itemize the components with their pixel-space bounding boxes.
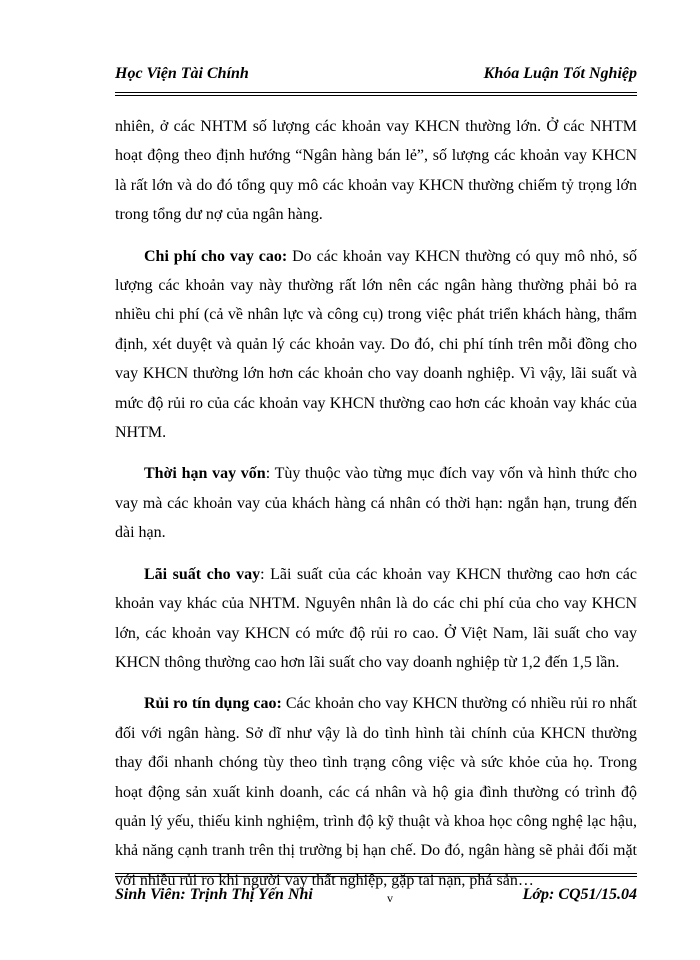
paragraph-heading: Lãi suất cho vay xyxy=(144,565,261,583)
paragraph-continuation xyxy=(115,112,637,230)
paragraph-lending-cost xyxy=(115,242,637,448)
body-text xyxy=(115,112,637,907)
paragraph-heading: Thời hạn vay vốn xyxy=(144,465,266,483)
paragraph-loan-term xyxy=(115,459,637,547)
paragraph-heading: Chi phí cho vay cao: xyxy=(144,247,288,265)
header-institution: Học Viện Tài Chính xyxy=(115,65,249,82)
footer-class: Lớp: CQ51/15.04 xyxy=(522,886,637,903)
paragraph-text: : Lãi suất của các khoản vay KHCN thường cao hơn các khoản vay khác của NHTM. Nguyên nhân là do các chi phí của cho vay KHCN lớn, các khoản vay KHCN có mức độ rủi ro cao. Ở Việt Nam, lãi suất cho vay KHCN thông thường cao hơn lãi suất cho vay doanh nghiệp từ 1,2 đến 1,5 lần. xyxy=(115,565,637,671)
paragraph-credit-risk xyxy=(115,689,637,895)
paragraph-heading: Rủi ro tín dụng cao: xyxy=(144,695,282,713)
header-document-type: Khóa Luận Tốt Nghiệp xyxy=(483,65,637,82)
paragraph-text: Các khoản cho vay KHCN thường có nhiều rủi ro nhất đối với ngân hàng. Sở dĩ như vậy là do tình hình tài chính của KHCN thường thay đổi nhanh chóng tùy theo tình trạng công việc và sức khỏe của họ. Trong hoạt động sản xuất kinh doanh, các cá nhân và hộ gia đình thường có trình độ quản lý yếu, thiếu kinh nghiệm, trình độ kỹ thuật và khoa học công nghệ lạc hậu, khả năng cạnh tranh trên thị trường bị hạn chế. Do đó, ngân hàng sẽ phải đối mặt với nhiều rủi ro khi người vay thất nghiệp, gặp tai nạn, phá sản… xyxy=(115,695,638,889)
page-footer xyxy=(115,873,637,915)
page-header xyxy=(115,62,637,96)
footer-student-name: Sinh Viên: Trịnh Thị Yến Nhi xyxy=(115,886,313,903)
paragraph-interest-rate xyxy=(115,560,637,678)
paragraph-text: Do các khoản vay KHCN thường có quy mô nhỏ, số lượng các khoản vay này thường rất lớn nên các ngân hàng thường phải bỏ ra nhiều chi phí (cả về nhân lực và công cụ) trong việc phát triển khách hàng, thẩm định, xét duyệt và quản lý các khoản vay. Do đó, chi phí tính trên mỗi đồng cho vay KHCN thường lớn hơn các khoản cho vay doanh nghiệp. Vì vậy, lãi suất và mức độ rủi ro của các khoản vay KHCN thường cao hơn các khoản vay khác của NHTM. xyxy=(115,247,637,442)
page-number: v xyxy=(387,891,393,905)
paragraph-text: : Tùy thuộc vào từng mục đích vay vốn và hình thức cho vay mà các khoản vay của khách hàng cá nhân có thời hạn: ngắn hạn, trung đến dài hạn. xyxy=(115,465,637,542)
paragraph-text: nhiên, ở các NHTM số lượng các khoản vay KHCN thường lớn. Ở các NHTM hoạt động theo định hướng “Ngân hàng bán lẻ”, số lượng các khoản vay KHCN là rất lớn và do đó tổng quy mô các khoản vay KHCN thường chiếm tỷ trọng lớn trong tổng dư nợ của ngân hàng. xyxy=(115,118,637,224)
